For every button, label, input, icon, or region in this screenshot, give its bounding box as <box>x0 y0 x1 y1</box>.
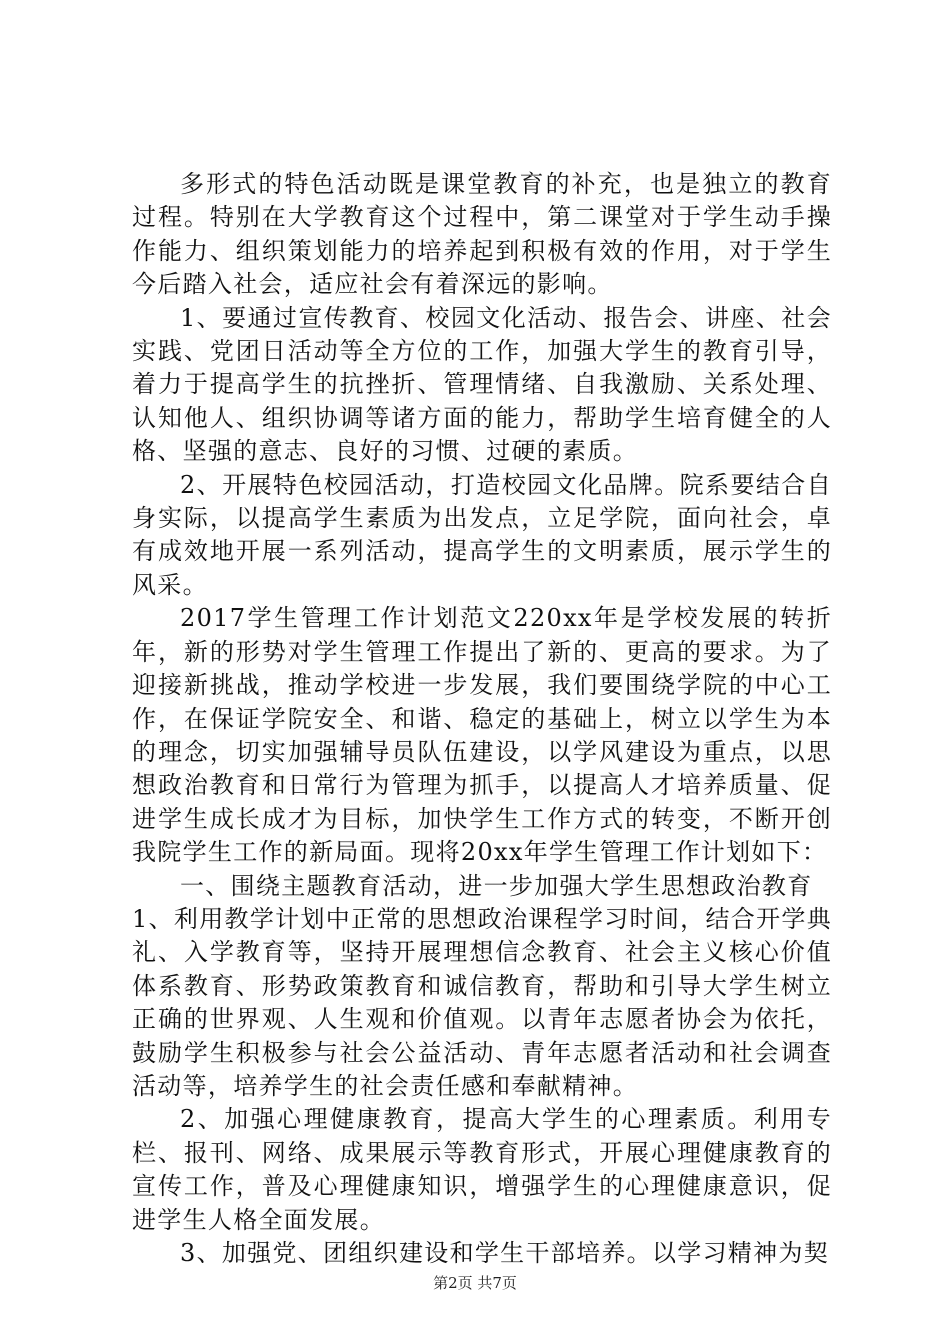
page-number-footer: 第2页 共7页 <box>433 1274 517 1292</box>
paragraph: 多形式的特色活动既是课堂教育的补充，也是独立的教育过程。特别在大学教育这个过程中，第二课堂对于学生动手操作能力、组织策划能力的培养起到积极有效的作用，对于学生今后踏入社会，适应社会有着深远的影响。 <box>132 170 832 299</box>
paragraph: 1、要通过宣传教育、校园文化活动、报告会、讲座、社会实践、党团日活动等全方位的工作，加强大学生的教育引导，着力于提高学生的抗挫折、管理情绪、自我激励、关系处理、认知他人、组织协调等诸方面的能力，帮助学生培育健全的人格、坚强的意志、良好的习惯、过硬的素质。 <box>132 303 832 466</box>
section-heading: 一、围绕主题教育活动，进一步加强大学生思想政治教育 <box>180 871 813 900</box>
paragraph: 2、加强心理健康教育，提高大学生的心理素质。利用专栏、报刊、网络、成果展示等教育形式，开展心理健康教育的宣传工作，普及心理健康知识，增强学生的心理健康意识，促进学生人格全面发展。 <box>132 1105 832 1234</box>
paragraph: 2、开展特色校园活动，打造校园文化品牌。院系要结合自身实际，以提高学生素质为出发点，立足学院，面向社会，卓有成效地开展一系列活动，提高学生的文明素质，展示学生的风采。 <box>132 470 832 599</box>
paragraph: 3、加强党、团组织建设和学生干部培养。以学习精神为契 <box>180 1239 830 1267</box>
document-body <box>132 168 832 1270</box>
paragraph: 2017学生管理工作计划范文220xx年是学校发展的转折年，新的形势对学生管理工作提出了新的、更高的要求。为了迎接新挑战，推动学校进一步发展，我们要围绕学院的中心工作，在保证学院安全、和谐、稳定的基础上，树立以学生为本的理念，切实加强辅导员队伍建设，以学风建设为重点，以思想政治教育和日常行为管理为抓手，以提高人才培养质量、促进学生成长成才为目标，加快学生工作方式的转变，不断开创我院学生工作的新局面。现将20xx年学生管理工作计划如下： <box>132 604 832 867</box>
paragraph: 1、利用教学计划中正常的思想政治课程学习时间，结合开学典礼、入学教育等，坚持开展理想信念教育、社会主义核心价值体系教育、形势政策教育和诚信教育，帮助和引导大学生树立正确的世界观、人生观和价值观。以青年志愿者协会为依托，鼓励学生积极参与社会公益活动、青年志愿者活动和社会调查活动等，培养学生的社会责任感和奉献精神。 <box>132 904 832 1100</box>
